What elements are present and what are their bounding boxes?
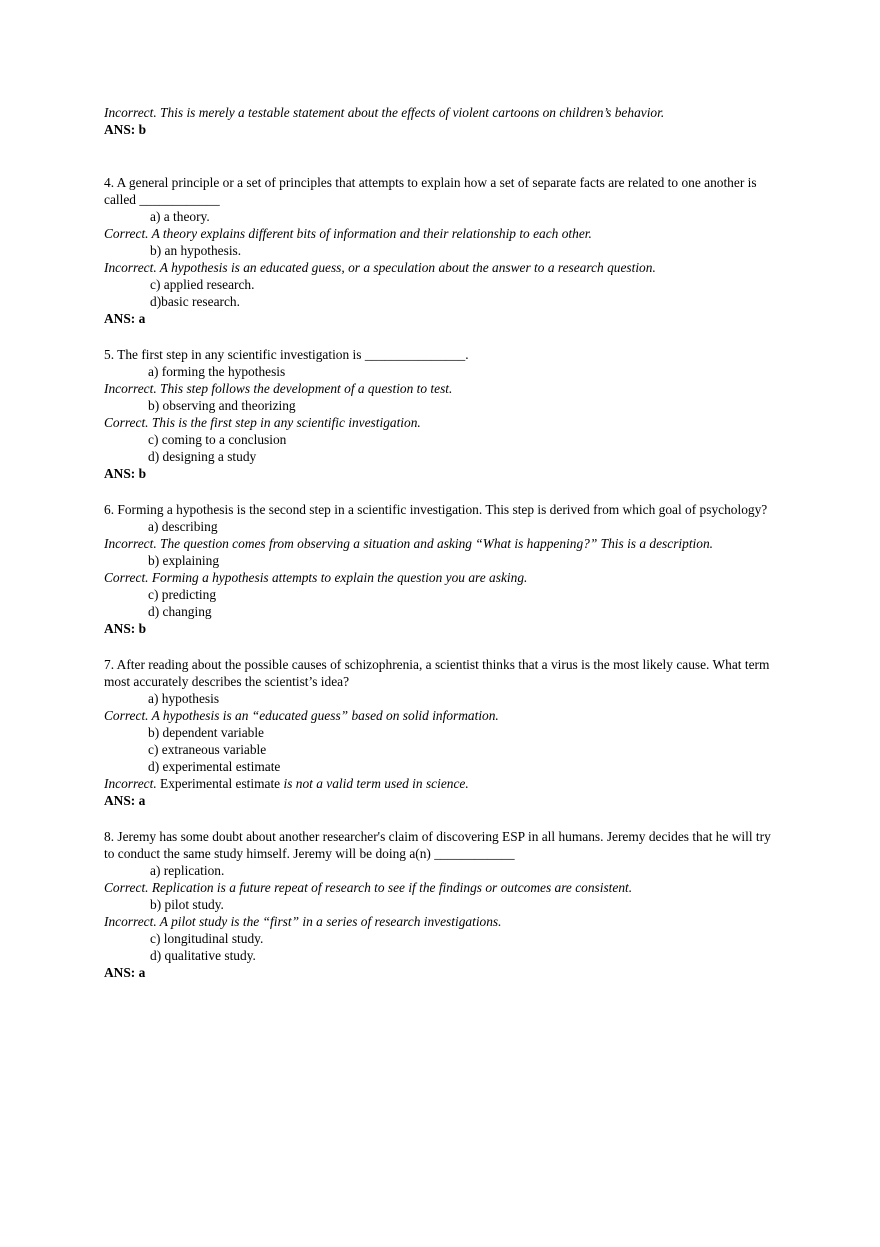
q5-option-b-feedback: Correct. This is the first step in any scientific investigation.	[104, 415, 421, 430]
document-page	[104, 104, 774, 981]
q6-option-c: c) predicting	[148, 587, 217, 602]
q4-option-b: b) an hypothesis.	[150, 243, 242, 258]
q4-answer: ANS: a	[104, 311, 146, 326]
q7-option-d: d) experimental estimate	[148, 759, 281, 774]
q8-stem: 8. Jeremy has some doubt about another researcher's claim of discovering ESP in all humans. Jeremy decides that he will try to conduct the same study himself. Jeremy will be doing a(n) ____________	[104, 829, 771, 861]
q7-feedback-suffix: is not a valid term used in science.	[280, 776, 469, 791]
q6-answer: ANS: b	[104, 621, 147, 636]
q7-option-b: b) dependent variable	[148, 725, 264, 740]
q8-option-a-feedback: Correct. Replication is a future repeat of research to see if the findings or outcomes are consistent.	[104, 880, 633, 895]
q6-option-d: d) changing	[148, 604, 212, 619]
q4-option-b-feedback: Incorrect. A hypothesis is an educated guess, or a speculation about the answer to a research question.	[104, 260, 656, 275]
q8-option-a: a) replication.	[150, 863, 225, 878]
q5-answer: ANS: b	[104, 466, 147, 481]
q8-option-b: b) pilot study.	[150, 897, 224, 912]
q7-option-d-feedback	[104, 775, 774, 792]
q4-option-a-feedback: Correct. A theory explains different bits of information and their relationship to each other.	[104, 226, 592, 241]
q4-stem: 4. A general principle or a set of principles that attempts to explain how a set of separate facts are related to one another is called ____________	[104, 175, 757, 207]
q4-option-a: a) a theory.	[150, 209, 210, 224]
q6-option-b-feedback: Correct. Forming a hypothesis attempts to explain the question you are asking.	[104, 570, 528, 585]
q4-option-c: c) applied research.	[150, 277, 255, 292]
q6-option-a-feedback: Incorrect. The question comes from observing a situation and asking “What is happening?” This is a description.	[104, 536, 714, 551]
q8-option-b-feedback: Incorrect. A pilot study is the “first” in a series of research investigations.	[104, 914, 502, 929]
q7-option-a: a) hypothesis	[148, 691, 220, 706]
q6-option-b: b) explaining	[148, 553, 220, 568]
q5-option-a: a) forming the hypothesis	[148, 364, 286, 379]
q5-option-a-feedback: Incorrect. This step follows the development of a question to test.	[104, 381, 453, 396]
q6-option-a: a) describing	[148, 519, 218, 534]
q7-feedback-prefix: Incorrect.	[104, 776, 161, 791]
q5-option-d: d) designing a study	[148, 449, 257, 464]
q6-stem: 6. Forming a hypothesis is the second step in a scientific investigation. This step is derived from which goal of psychology?	[104, 502, 768, 517]
q8-option-c: c) longitudinal study.	[150, 931, 264, 946]
q5-option-c: c) coming to a conclusion	[148, 432, 287, 447]
q3-feedback: Incorrect. This is merely a testable statement about the effects of violent cartoons on children’s behavior.	[104, 105, 665, 120]
q7-option-a-feedback: Correct. A hypothesis is an “educated guess” based on solid information.	[104, 708, 499, 723]
q7-stem: 7. After reading about the possible causes of schizophrenia, a scientist thinks that a virus is the most likely cause. What term most accurately describes the scientist’s idea?	[104, 657, 770, 689]
q8-option-d: d) qualitative study.	[150, 948, 256, 963]
q5-option-b: b) observing and theorizing	[148, 398, 296, 413]
q4-option-d: d)basic research.	[150, 294, 240, 309]
q7-feedback-term: Experimental estimate	[160, 776, 281, 791]
q8-answer: ANS: a	[104, 965, 146, 980]
q7-option-c: c) extraneous variable	[148, 742, 267, 757]
q5-stem: 5. The first step in any scientific investigation is _______________.	[104, 347, 469, 362]
q7-answer: ANS: a	[104, 793, 146, 808]
q3-answer: ANS: b	[104, 122, 147, 137]
